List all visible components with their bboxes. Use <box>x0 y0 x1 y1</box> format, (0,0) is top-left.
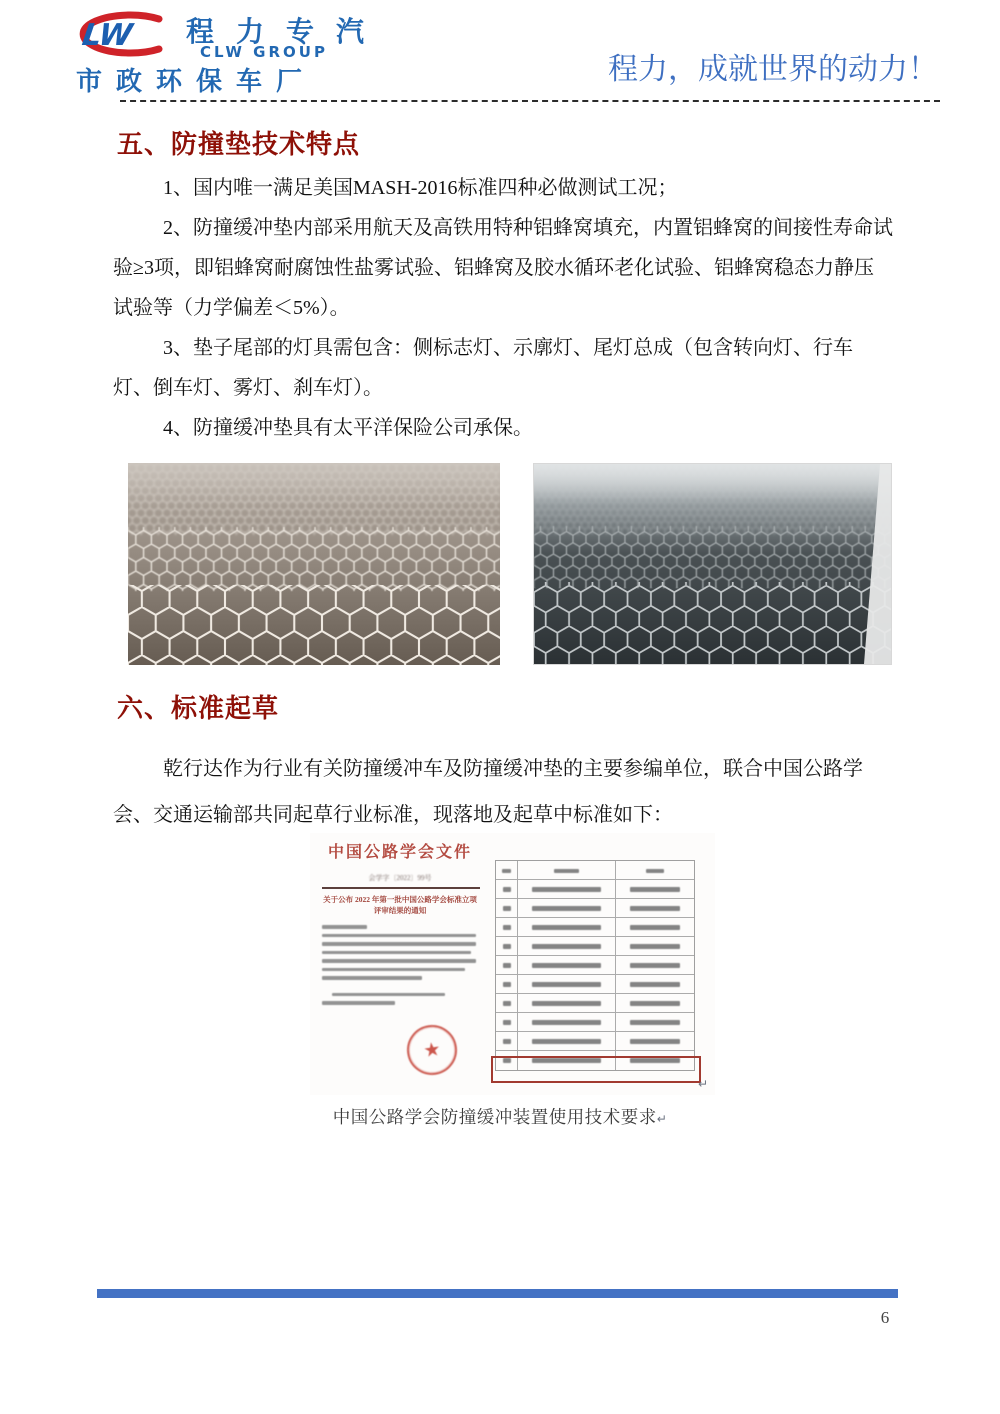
table-cell <box>616 918 694 937</box>
letter-body-line <box>322 951 471 955</box>
honeycomb-photo-left <box>128 463 500 665</box>
section-six-title: 六、标准起草 <box>117 694 280 724</box>
body-line: 3、垫子尾部的灯具需包含：侧标志灯、示廓灯、尾灯总成（包含转向灯、行车 <box>163 337 853 359</box>
table-cell <box>616 937 694 956</box>
image-caption <box>0 1104 1000 1129</box>
body-line: 1、国内唯一满足美国MASH-2016标准四种必做测试工况； <box>163 177 678 199</box>
table-cell <box>616 880 694 899</box>
letter-notice-title-line2: 评审结果的通知 <box>373 906 427 915</box>
body-line: 2、防撞缓冲垫内部采用航天及高铁用特种铝蜂窝填充，内置铝蜂窝的间接性寿命试 <box>163 217 893 239</box>
red-seal-icon: ★ <box>404 1022 460 1078</box>
table-cell <box>496 975 518 994</box>
table-cell <box>518 937 616 956</box>
letter-rule <box>322 887 480 889</box>
table-cell <box>518 994 616 1013</box>
honeycomb-photo-right <box>533 463 892 665</box>
table-cell <box>496 956 518 975</box>
table-cell <box>496 899 518 918</box>
table-cell <box>496 1013 518 1032</box>
header-slogan: 程力，成就世界的动力！ <box>608 53 938 86</box>
table-cell <box>518 1051 616 1070</box>
table-cell <box>518 880 616 899</box>
table-header-cell <box>616 861 694 880</box>
standards-table <box>495 860 695 1071</box>
letter-header: 中国公路学会文件 <box>327 844 472 861</box>
letter-notice-title-line1: 关于公布 2022 年第一批中国公路学会标准立项 <box>323 895 477 904</box>
letter-body-line <box>322 959 476 963</box>
table-cell <box>616 956 694 975</box>
letter-doc-number: 会学字〔2022〕99号 <box>368 874 432 882</box>
table-cell <box>496 880 518 899</box>
svg-text:LW: LW <box>79 18 135 53</box>
table-cell <box>616 994 694 1013</box>
section-six-body <box>113 746 913 838</box>
table-cell <box>518 975 616 994</box>
table-cell <box>518 918 616 937</box>
table-cell <box>518 1032 616 1051</box>
letter-body-line <box>322 976 422 980</box>
footer-bar <box>97 1289 898 1298</box>
body-line: 会、交通运输部共同起草行业标准，现落地及起草中标准如下： <box>113 804 673 826</box>
caption-return-mark: ↵ <box>656 1112 668 1126</box>
letter-body-blur <box>318 925 480 1010</box>
table-cell <box>616 1013 694 1032</box>
table-cell <box>518 956 616 975</box>
letter-body-line <box>332 993 445 997</box>
header-dashed-divider <box>120 100 940 102</box>
body-line: 试验等（力学偏差＜5%）。 <box>113 297 350 319</box>
section-five-body <box>113 168 913 448</box>
body-line: 4、防撞缓冲垫具有太平洋保险公司承保。 <box>163 417 533 439</box>
body-line: 灯、倒车灯、雾灯、刹车灯）。 <box>113 377 383 399</box>
brand-name: 程力专汽 <box>186 15 387 48</box>
table-cell <box>518 899 616 918</box>
page-number: 6 <box>880 1308 890 1327</box>
letter-body-line <box>322 925 367 929</box>
return-mark: ↵ <box>698 1077 709 1091</box>
letter-body-line <box>322 968 465 972</box>
section-five-title: 五、防撞垫技术特点 <box>117 130 361 160</box>
letter-body-line <box>322 942 476 946</box>
clw-logo-icon <box>62 10 168 58</box>
table-cell <box>616 899 694 918</box>
letter-body-line <box>322 1001 395 1005</box>
body-line: 乾行达作为行业有关防撞缓冲车及防撞缓冲垫的主要参编单位，联合中国公路学 <box>163 758 863 780</box>
table-cell <box>496 918 518 937</box>
table-cell <box>616 1051 694 1070</box>
association-letter <box>310 833 490 1095</box>
table-cell <box>496 937 518 956</box>
table-cell <box>616 1032 694 1051</box>
brand-group-name: CLW GROUP <box>200 43 328 61</box>
table-cell <box>616 975 694 994</box>
standards-document-photo <box>310 833 715 1095</box>
table-cell <box>496 994 518 1013</box>
body-line: 验≥3项，即铝蜂窝耐腐蚀性盐雾试验、铝蜂窝及胶水循环老化试验、铝蜂窝稳态力静压 <box>113 257 874 279</box>
factory-name: 市政环保车厂 <box>76 67 317 97</box>
image-caption-text: 中国公路学会防撞缓冲装置使用技术要求 <box>332 1107 657 1127</box>
letter-body-gap <box>318 985 480 993</box>
table-cell <box>496 1032 518 1051</box>
table-header-cell <box>496 861 518 880</box>
letter-body-line <box>322 934 476 938</box>
table-cell <box>518 1013 616 1032</box>
table-cell <box>496 1051 518 1070</box>
table-header-cell <box>518 861 616 880</box>
